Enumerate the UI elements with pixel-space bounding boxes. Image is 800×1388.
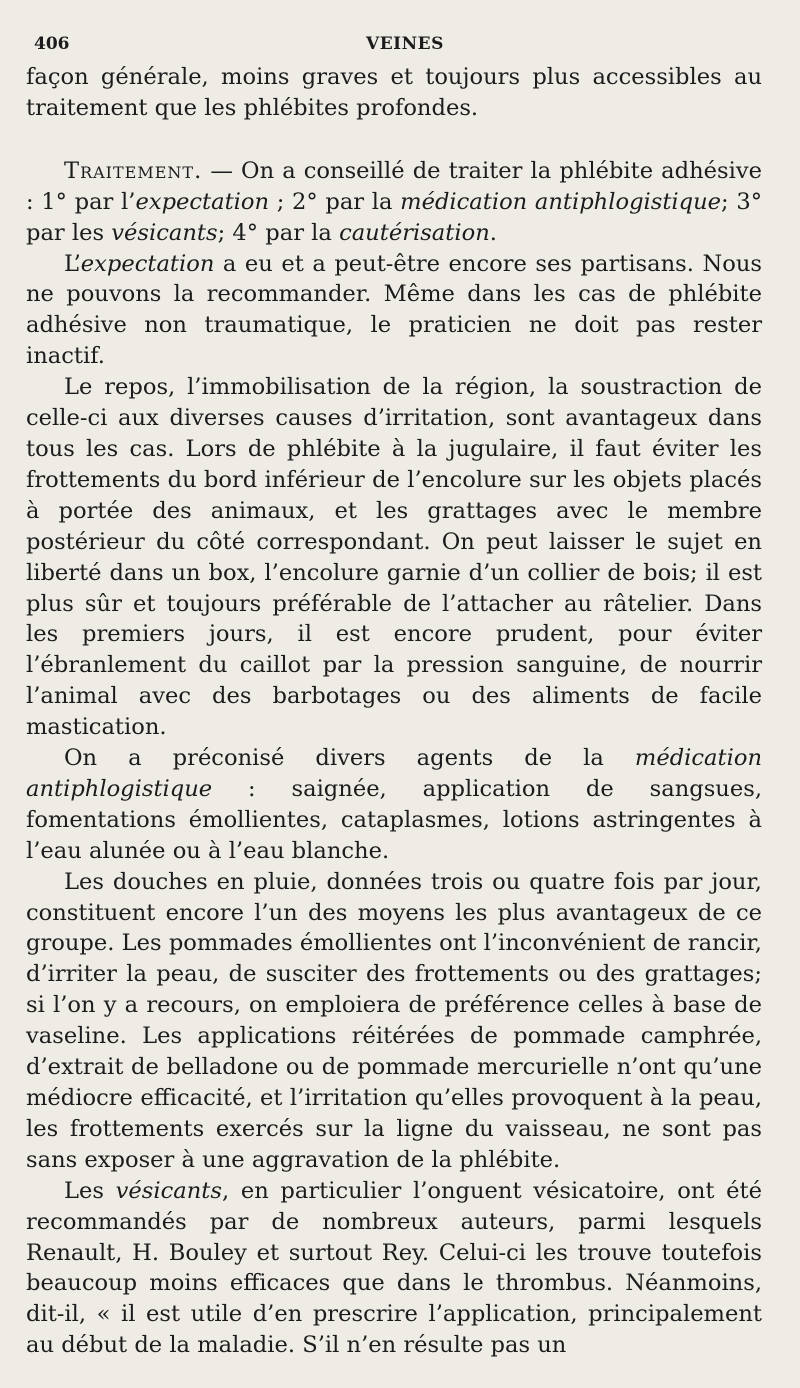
running-title: VEINES (366, 34, 444, 54)
paragraph-traitement: Traitement. — On a conseillé de traiter la phlébite adhésive : 1° par l’expectation ; 2° par la médication antiphlogistique; 3° par les vésicants; 4° par la cautérisation. (26, 157, 763, 246)
paragraph-continuation: façon générale, moins graves et toujours plus accessibles au traitement que les phlébites profondes. (26, 64, 762, 121)
paragraph-douches: Les douches en pluie, données trois ou quatre fois par jour, constituent encore l’un des moyens les plus avantageux de ce groupe. Les pommades émollientes ont l’inconvénient de rancir, d’irriter la peau, de susciter des frottements ou des grattages; si l’on y a recours, on emploiera de préférence celles à base de vaseline. Les applications réitérées de pommade camphrée, d’extrait de belladone ou de pommade mercurielle n’ont qu’une médiocre efficacité, et l’irritation qu’elles provoquent à la peau, les frottements exercés sur la ligne du vaisseau, ne sont pas sans exposer à une aggravation de la phlébite. (26, 868, 762, 1173)
section-heading: Traitement. (64, 157, 203, 184)
page-number: 406 (34, 34, 70, 54)
running-head (26, 30, 762, 58)
paragraph-repos: Le repos, l’immobilisation de la région, la soustraction de celle-ci aux diverses causes d’irritation, sont avantageux dans tous les cas. Lors de phlébite à la jugulaire, il faut éviter les frottements du bord inférieur de l’encolure sur les objets placés à portée des animaux, et les grattages avec le membre postérieur du côté correspondant. On peut laisser le sujet en liberté dans un box, l’encolure garnie d’un collier de bois; il est plus sûr et toujours préférable de l’attacher au râtelier. Dans les premiers jours, il est encore prudent, pour éviter l’ébranlement du caillot par la pression sanguine, de nourrir l’animal avec des barbotages ou des aliments de facile mastication. (26, 374, 762, 741)
paragraph-vesicants: Les vésicants, en particulier l’onguent vésicatoire, ont été recommandés par de nombreux auteurs, parmi lesquels Renault, H. Bouley et surtout Rey. Celui-ci les trouve toutefois beaucoup moins efficaces que dans le thrombus. Néanmoins, dit-il, « il est utile d’en prescrire l’application, principalement au début de la maladie. S’il n’en résulte pas un (26, 1177, 762, 1359)
paragraph-expectation: L’expectation a eu et a peut-être encore ses partisans. Nous ne pouvons la recommander. Même dans les cas de phlébite adhésive non traumatique, le praticien ne doit pas rester inactif. (26, 250, 762, 370)
paragraph-antiphlogistique: On a préconisé divers agents de la médication antiphlogistique : saignée, application de sangsues, fomentations émollientes, cataplasmes, lotions astringentes à l’eau alunée ou à l’eau blanche. (26, 745, 762, 864)
